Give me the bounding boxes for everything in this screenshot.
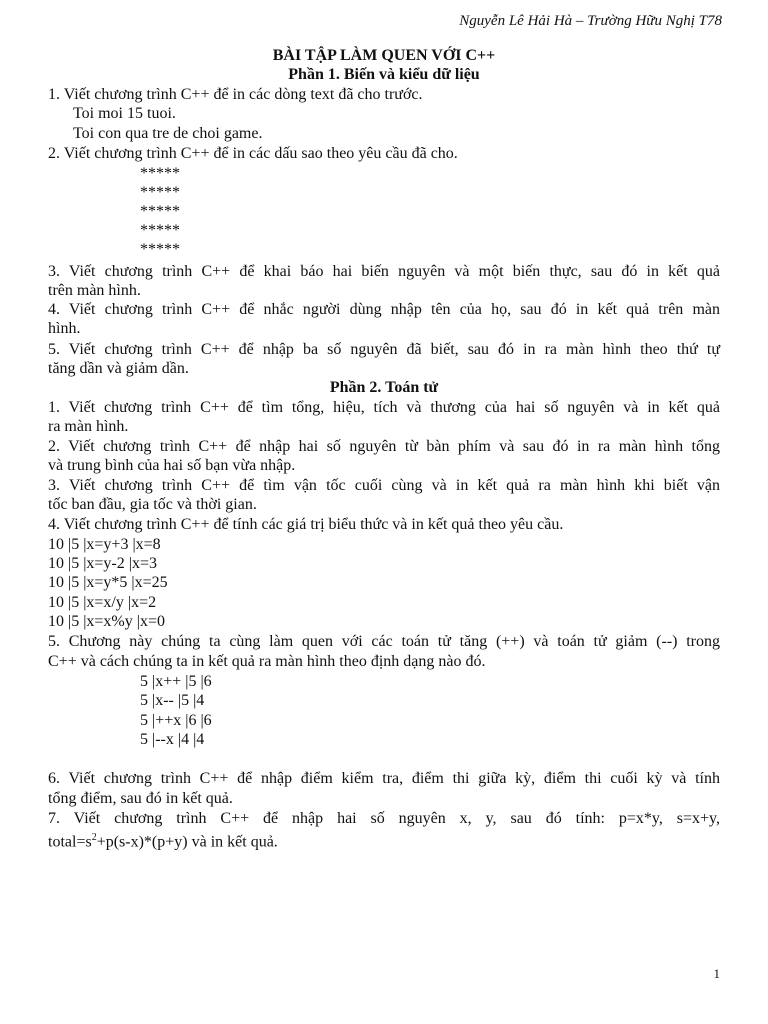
p2-question-5-cont: C++ và cách chúng ta in kết quả ra màn hình theo định dạng nào đó.: [48, 653, 486, 670]
p2-question-2-cont: và trung bình của hai số bạn vừa nhập.: [48, 457, 296, 474]
p1-question-4-cont: hình.: [48, 320, 81, 337]
p2-question-1: 1. Viết chương trình C++ để tìm tổng, hiệu, tích và thương của hai số nguyên và in kết quả: [48, 399, 720, 416]
star-row: *****: [140, 203, 180, 220]
star-row: *****: [140, 165, 180, 182]
incdec-row: 5 |x++ |5 |6: [140, 673, 212, 690]
expression-row: 10 |5 |x=x/y |x=2: [48, 594, 157, 611]
part2-heading: Phần 2. Toán tử: [329, 379, 439, 396]
p1-question-4: 4. Viết chương trình C++ để nhắc người dùng nhập tên của họ, sau đó in kết quả trên màn: [48, 301, 720, 318]
p1-question-3: 3. Viết chương trình C++ để khai báo hai biến nguyên và một biến thực, sau đó in kết quả: [48, 263, 720, 280]
star-row: *****: [140, 241, 180, 258]
p1-question-3-cont: trên màn hình.: [48, 282, 141, 299]
p2-question-2: 2. Viết chương trình C++ để nhập hai số nguyên từ bàn phím và sau đó in ra màn hình tổng: [48, 438, 720, 455]
p2-question-1-cont: ra màn hình.: [48, 418, 129, 435]
formula-text: +p(s-x)*(p+y) và in kết quả.: [96, 833, 278, 851]
expression-row: 10 |5 |x=y+3 |x=8: [48, 536, 161, 553]
p1-question-5-cont: tăng dần và giảm dần.: [48, 360, 189, 377]
formula-text: total=s: [48, 833, 92, 851]
expression-row: 10 |5 |x=y*5 |x=25: [48, 574, 168, 591]
p1-question-1: 1. Viết chương trình C++ để in các dòng text đã cho trước.: [48, 86, 423, 103]
p1-q1-output-line: Toi moi 15 tuoi.: [73, 105, 176, 122]
expression-row: 10 |5 |x=y-2 |x=3: [48, 555, 157, 572]
p1-question-2: 2. Viết chương trình C++ để in các dấu sao theo yêu cầu đã cho.: [48, 145, 458, 162]
page-header: Nguyễn Lê Hải Hà – Trường Hữu Nghị T78: [459, 13, 722, 29]
p1-q1-output-line: Toi con qua tre de choi game.: [73, 125, 263, 142]
incdec-row: 5 |x-- |5 |4: [140, 692, 205, 709]
document-title: BÀI TẬP LÀM QUEN VỚI C++: [272, 47, 496, 64]
exponent: 2: [91, 832, 97, 843]
p2-question-3-cont: tốc ban đầu, gia tốc và thời gian.: [48, 496, 257, 513]
incdec-row: 5 |--x |4 |4: [140, 731, 205, 748]
expression-row: 10 |5 |x=x%y |x=0: [48, 613, 165, 630]
p2-question-3: 3. Viết chương trình C++ để tìm vận tốc cuối cùng và in kết quả ra màn hình khi biết vận: [48, 477, 720, 494]
page-number: 1: [713, 966, 720, 981]
p2-question-6: 6. Viết chương trình C++ để nhập điểm kiểm tra, điểm thi giữa kỳ, điểm thi cuối kỳ và tính: [48, 770, 720, 787]
p2-question-7-cont: [48, 828, 768, 851]
part1-heading: Phần 1. Biến và kiểu dữ liệu: [288, 66, 480, 83]
p2-question-5: 5. Chương này chúng ta cùng làm quen với các toán tử tăng (++) và toán tử giảm (--) trong: [48, 633, 720, 650]
star-row: *****: [140, 222, 180, 239]
p2-question-7: 7. Viết chương trình C++ để nhập hai số nguyên x, y, sau đó tính: p=x*y, s=x+y,: [48, 810, 720, 827]
p1-question-5: 5. Viết chương trình C++ để nhập ba số nguyên đã biết, sau đó in ra màn hình theo thứ tự: [48, 341, 720, 358]
star-row: *****: [140, 184, 180, 201]
incdec-row: 5 |++x |6 |6: [140, 712, 212, 729]
p2-question-6-cont: tổng điểm, sau đó in kết quả.: [48, 790, 233, 807]
p2-question-4: 4. Viết chương trình C++ để tính các giá trị biểu thức và in kết quả theo yêu cầu.: [48, 516, 564, 533]
